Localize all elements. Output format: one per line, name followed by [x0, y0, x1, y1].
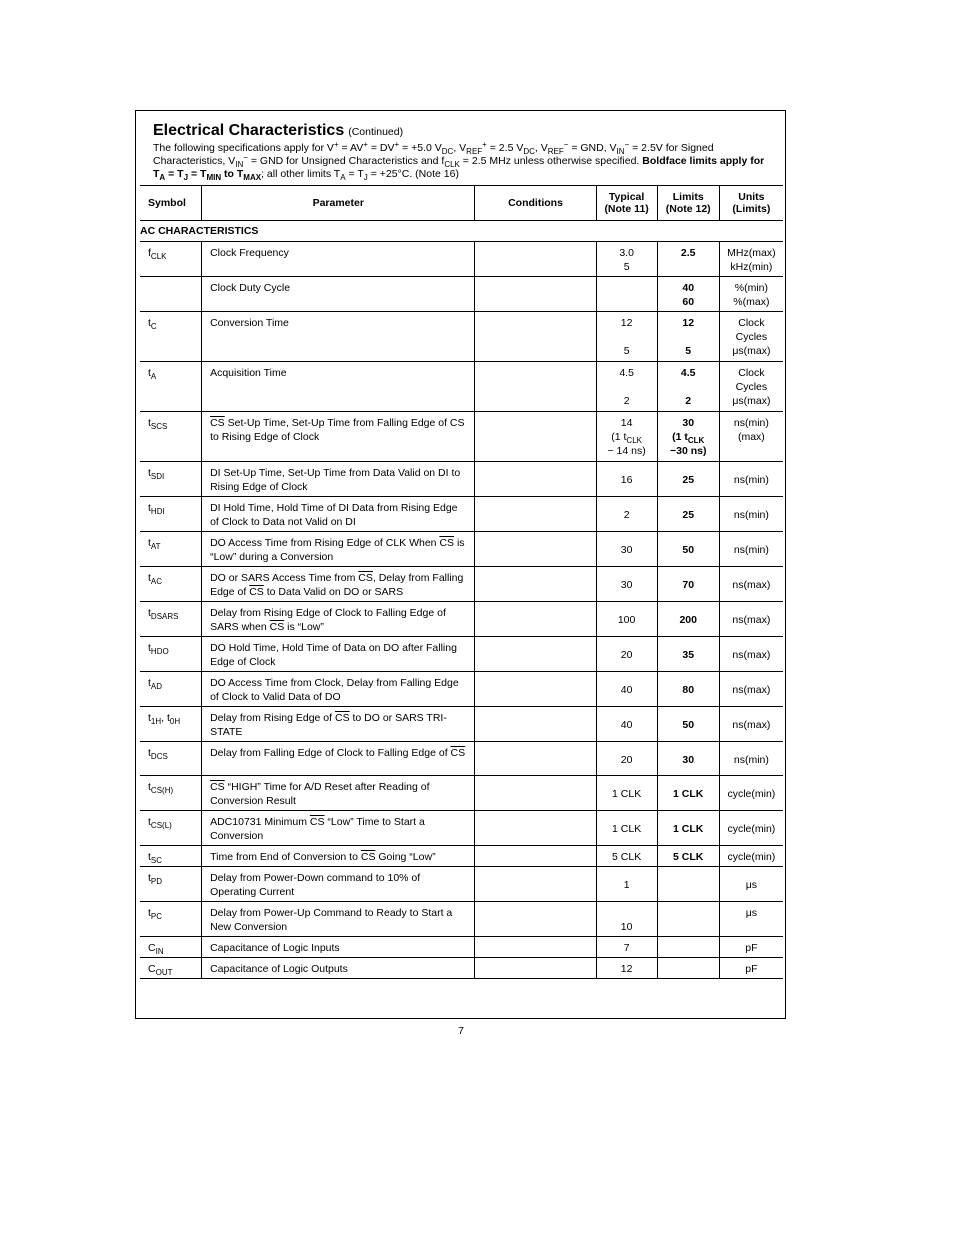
table-row: $t_{CS(L)}$ ADC10731 Minimum $\overline{CS}$ “Low” Time to Start a Conversion 1 CLK 1 CLK cycle(min)	[140, 811, 783, 846]
page-number: 7	[458, 1025, 464, 1037]
table-row: $C_{IN}$ Capacitance of Logic Inputs 7 pF	[140, 937, 783, 958]
table-row: $t_{DCS}$ Delay from Falling Edge of Clock to Falling Edge of $\overline{CS}$ 20 30 ns(min)	[140, 742, 783, 776]
section-title: AC CHARACTERISTICS	[140, 225, 259, 237]
table-row: $t_{SDI}$ DI Set-Up Time, Set-Up Time from Data Valid on DI to Rising Edge of Clock 16 25 ns(min)	[140, 462, 783, 497]
table-row: $f_{CLK}$ Clock Frequency 3.0 5 2.5 MHz(max) kHz(min)	[140, 242, 783, 277]
table-row: $t_{SCS}$ $\overline{CS}$ Set-Up Time, Set-Up Time from Falling Edge of CS to Rising Edge of Clock 14 (1 $t_{CLK}$ − 14 ns) 30 (1 $t_{CLK}$ −30 ns) ns(min) (max)	[140, 412, 783, 462]
table-row: $t_{HDI}$ DI Hold Time, Hold Time of DI Data from Rising Edge of Clock to Data not Valid on DI 2 25 ns(min)	[140, 497, 783, 532]
table-row: $t_{AD}$ DO Access Time from Clock, Delay from Falling Edge of Clock to Valid Data of DO 40 80 ns(max)	[140, 672, 783, 707]
intro-paragraph: The following specifications apply for V+ = AV+ = DV+ = +5.0 $V_{DC}$, $V_{REF}^+ = 2.5$ $V_{DC}$, $V_{REF}^-$ = GND, $V_{IN}^- = 2.5V$ for Signed Characteristics, $V_{IN}^-$ = GND for Unsigned Characteristics and $f_{CLK} = 2.5$ MHz unless otherwise specified. Boldface limits apply for $T_A = T_J = T_{MIN}$ to $T_{MAX}$; all other limits $T_A = T_J = +25^\circ C$. (Note 16)	[153, 140, 765, 182]
table-row: $C_{OUT}$ Capacitance of Logic Outputs 12 pF	[140, 958, 783, 979]
header-symbol: Symbol	[140, 186, 202, 221]
ac-characteristics-table	[140, 185, 783, 979]
header-units: Units (Limits)	[719, 186, 783, 221]
table-row: $t_C$ Conversion Time 12 5 12 5 Clock Cycles μs(max)	[140, 312, 783, 362]
table-row: $t_{1H}$, $t_{0H}$ Delay from Rising Edge of $\overline{CS}$ to DO or SARS TRI-STATE 40 50 ns(max)	[140, 707, 783, 742]
table-row: Clock Duty Cycle 40 60 %(min) %(max)	[140, 277, 783, 312]
header-parameter: Parameter	[202, 186, 475, 221]
table-row: $t_{PD}$ Delay from Power-Down command to 10% of Operating Current 1 μs	[140, 867, 783, 902]
table-header-row	[140, 186, 783, 221]
table-row: $t_{SC}$ Time from End of Conversion to $\overline{CS}$ Going “Low” 5 CLK 5 CLK cycle(min)	[140, 846, 783, 867]
table-row: $t_{PC}$ Delay from Power-Up Command to Ready to Start a New Conversion 10 μs	[140, 902, 783, 937]
header-conditions: Conditions	[475, 186, 596, 221]
table-row: $t_{DSARS}$ Delay from Rising Edge of Clock to Falling Edge of SARS when $\overline{CS}$ is “Low” 100 200 ns(max)	[140, 602, 783, 637]
header-limits: Limits (Note 12)	[657, 186, 719, 221]
header-typical: Typical (Note 11)	[596, 186, 657, 221]
title-note: (Continued)	[348, 126, 404, 138]
title-text: Electrical Characteristics	[153, 122, 345, 139]
table-row: $t_{HDO}$ DO Hold Time, Hold Time of Data on DO after Falling Edge of Clock 20 35 ns(max)	[140, 637, 783, 672]
page-title	[153, 122, 403, 140]
table-row: $t_{CS(H)}$ $\overline{CS}$ “HIGH” Time for A/D Reset after Reading of Conversion Result 1 CLK 1 CLK cycle(min)	[140, 776, 783, 811]
section-row	[140, 221, 783, 242]
table-row: $t_{AC}$ DO or SARS Access Time from $\overline{CS}$, Delay from Falling Edge of $\overline{CS}$ to Data Valid on DO or SARS 30 70 ns(max)	[140, 567, 783, 602]
table-row: $t_{AT}$ DO Access Time from Rising Edge of CLK When $\overline{CS}$ is “Low” during a Conversion 30 50 ns(min)	[140, 532, 783, 567]
table-row: $t_A$ Acquisition Time 4.5 2 4.5 2 Clock Cycles μs(max)	[140, 362, 783, 412]
